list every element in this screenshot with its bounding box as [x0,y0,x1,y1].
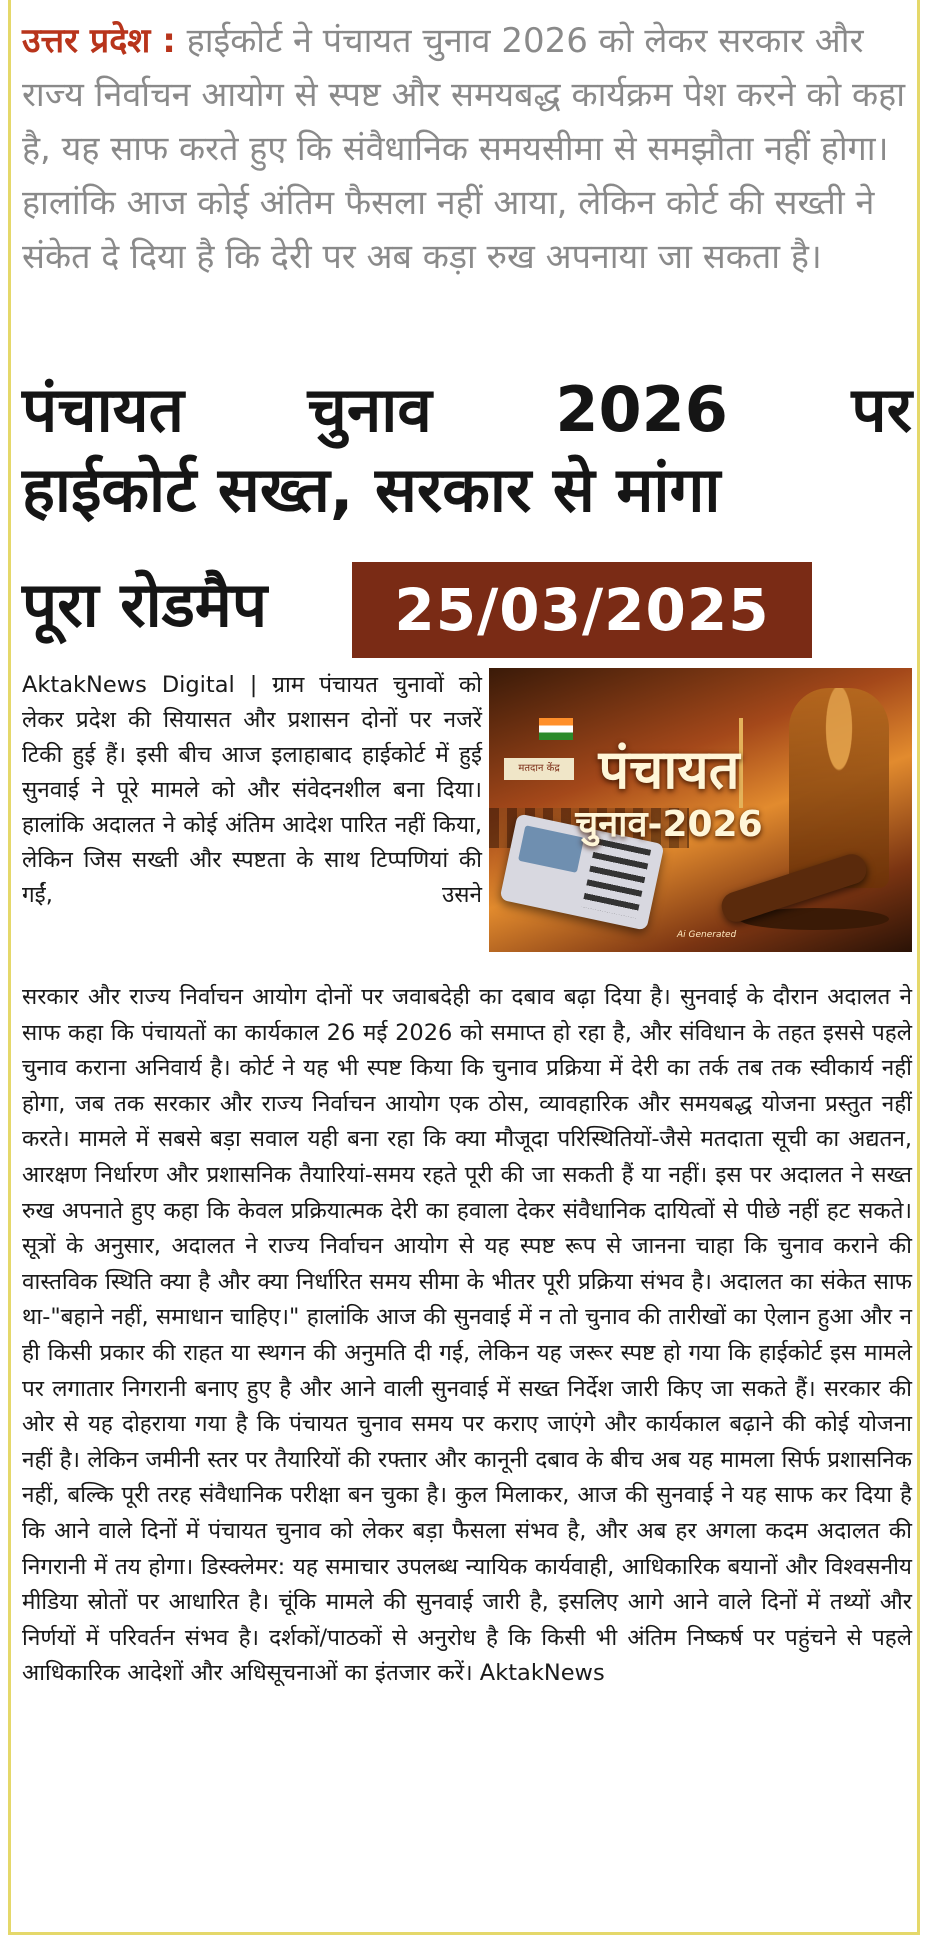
headline-word: पर [851,373,912,446]
date-badge: 25/03/2025 [352,562,812,658]
photo-title-line-2: चुनाव-2026 [575,804,763,845]
headline-word: चुनाव [307,373,432,446]
flag-icon [539,718,573,740]
headline-word: 2026 [555,373,728,446]
photo-credit: Ai Generated [677,930,737,940]
polling-sign: मतदान केंद्र [504,758,574,780]
article-photo [489,668,912,952]
lede-paragraph [22,14,912,284]
photo-title-line-1: पंचायत [598,738,740,801]
headline-line-2: हाईकोर्ट सख्त, सरकार से मांगा [22,453,721,526]
photo-title [549,738,789,848]
lede-location: उत्तर प्रदेश : [22,21,176,61]
lede-text: हाईकोर्ट ने पंचायत चुनाव 2026 को लेकर सरकार और राज्य निर्वाचन आयोग से स्पष्ट और समयबद्ध कार्यक्रम पेश करने को कहा है, यह साफ करते हुए कि संवैधानिक समयसीमा से समझौता नहीं होगा। हालांकि आज कोई अंतिम फैसला नहीं आया, लेकिन कोर्ट की सख्ती ने संकेत दे दिया है कि देरी पर अब कड़ा रुख अपनाया जा सकता है। [22,21,905,277]
headline-word: पंचायत [22,373,184,446]
headline-line-1 [22,370,912,450]
headline [22,370,912,530]
article-body: सरकार और राज्य निर्वाचन आयोग दोनों पर जवाबदेही का दबाव बढ़ा दिया है। सुनवाई के दौरान अदालत ने साफ कहा कि पंचायतों का कार्यकाल 26 मई 2026 को समाप्त हो रहा है, और संविधान के तहत इससे पहले चुनाव कराना अनिवार्य है। कोर्ट ने यह भी स्पष्ट किया कि चुनाव प्रक्रिया में देरी का तर्क तब तक स्वीकार्य नहीं होगा, जब तक सरकार और राज्य निर्वाचन आयोग एक ठोस, व्यावहारिक और समयबद्ध योजना प्रस्तुत नहीं करते। मामले में सबसे बड़ा सवाल यही बना रहा कि क्या मौजूदा परिस्थितियों-जैसे मतदाता सूची का अद्यतन, आरक्षण निर्धारण और प्रशासनिक तैयारियां-समय रहते पूरी की जा सकती हैं या नहीं। इस पर अदालत ने सख्त रुख अपनाते हुए कहा कि केवल प्रक्रियात्मक देरी का हवाला देकर संवैधानिक दायित्वों से पीछे नहीं हट सकते। सूत्रों के अनुसार, अदालत ने राज्य निर्वाचन आयोग से यह स्पष्ट रूप से जानना चाहा कि चुनाव कराने की वास्तविक स्थिति क्या है और क्या निर्धारित समय सीमा के भीतर पूरी प्रक्रिया संभव है। अदालत का संकेत साफ था-"बहाने नहीं, समाधान चाहिए।" हालांकि आज की सुनवाई में न तो चुनाव की तारीखों का ऐलान हुआ और न ही किसी प्रकार की राहत या स्थगन की अनुमति दी गई, लेकिन यह जरूर स्पष्ट हो गया कि हाईकोर्ट इस मामले पर लगातार निगरानी बनाए हुए है और आने वाली सुनवाई में सख्त निर्देश जारी किए जा सकते हैं। सरकार की ओर से यह दोहराया गया है कि पंचायत चुनाव समय पर कराए जाएंगे और कार्यकाल बढ़ाने की कोई योजना नहीं है। लेकिन जमीनी स्तर पर तैयारियों की रफ्तार और कानूनी दबाव के बीच अब यह मामला सिर्फ प्रशासनिक नहीं, बल्कि पूरी तरह संवैधानिक परीक्षा बन चुका है। कुल मिलाकर, आज की सुनवाई ने यह साफ कर दिया है कि आने वाले दिनों में पंचायत चुनाव को लेकर बड़ा फैसला संभव है, और अब हर अगला कदम अदालत की निगरानी में तय होगा। डिस्क्लेमर: यह समाचार उपलब्ध न्यायिक कार्यवाही, आधिकारिक बयानों और विश्वसनीय मीडिया स्रोतों पर आधारित है। चूंकि मामले की सुनवाई जारी है, इसलिए आगे आने वाले दिनों में तथ्यों और निर्णयों में परिवर्तन संभव है। दर्शकों/पाठकों से अनुरोध है कि किसी भी अंतिम निष्कर्ष पर पहुंचने से पहले आधिकारिक आदेशों और अधिसूचनाओं का इंतजार करें। AktakNews [22,984,912,1687]
article-intro: AktakNews Digital | ग्राम पंचायत चुनावों को लेकर प्रदेश की सियासत और प्रशासन दोनों पर नजरें टिकी हुई हैं। इसी बीच आज इलाहाबाद हाईकोर्ट में हुई सुनवाई ने पूरे मामले को और संवेदनशील बना दिया। हालांकि अदालत ने कोई अंतिम आदेश पारित नहीं किया, लेकिन जिस सख्ती और स्पष्टता के साथ टिप्पणियां की गईं, उसने [22,672,482,908]
headline-line-3: पूरा रोडमैप [22,568,268,641]
